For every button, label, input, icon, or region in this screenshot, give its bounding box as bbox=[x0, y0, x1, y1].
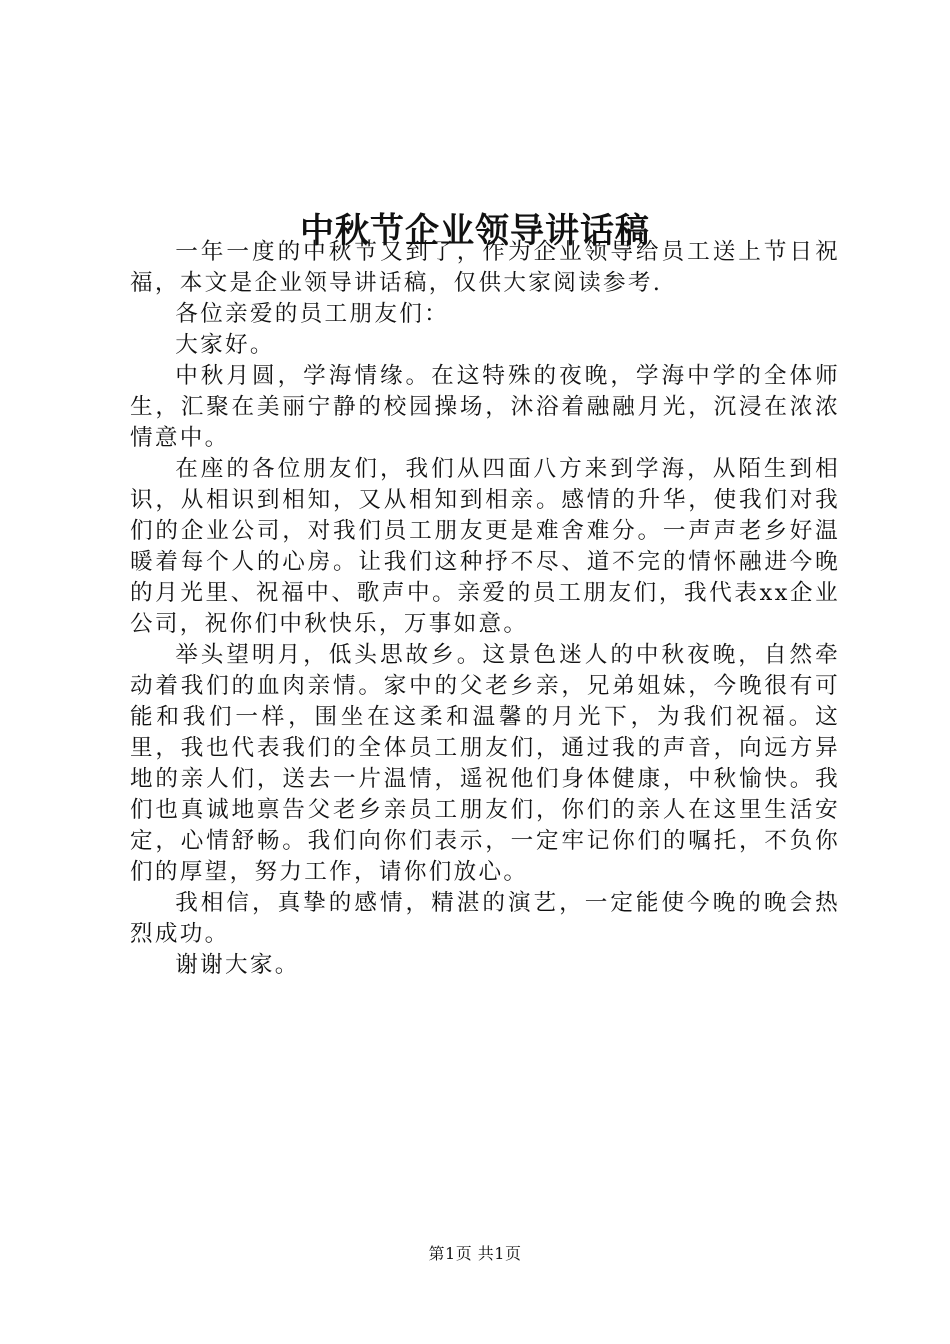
body-paragraph: 举头望明月，低头思故乡。这景色迷人的中秋夜晚，自然牵动着我们的血肉亲情。家中的父老乡亲，兄弟姐妹，今晚很有可能和我们一样，围坐在这柔和温馨的月光下，为我们祝福。这里，我也代表我们的全体员工朋友们，通过我的声音，向远方异地的亲人们，送去一片温情，遥祝他们身体健康，中秋愉快。我们也真诚地禀告父老乡亲员工朋友们，你们的亲人在这里生活安定，心情舒畅。我们向你们表示，一定牢记你们的嘱托，不负你们的厚望，努力工作，请你们放心。 bbox=[130, 642, 840, 885]
salutation-paragraph: 各位亲爱的员工朋友们： bbox=[175, 301, 450, 327]
thanks-paragraph: 谢谢大家。 bbox=[175, 952, 300, 978]
body-paragraph: 在座的各位朋友们，我们从四面八方来到学海，从陌生到相识，从相识到相知，又从相知到相亲。感情的升华，使我们对我们的企业公司，对我们员工朋友更是难舍难分。一声声老乡好温暖着每个人的心房。让我们这种抒不尽、道不完的情怀融进今晚的月光里、祝福中、歌声中。亲爱的员工朋友们，我代表xx企业公司，祝你们中秋快乐，万事如意。 bbox=[130, 456, 840, 637]
page-number-footer: 第1页 共1页 bbox=[428, 1244, 522, 1263]
intro-paragraph: 一年一度的中秋节又到了，作为企业领导给员工送上节日祝福，本文是企业领导讲话稿，仅供大家阅读参考. bbox=[130, 239, 840, 296]
document-body bbox=[130, 237, 840, 981]
body-paragraph: 中秋月圆，学海情缘。在这特殊的夜晚，学海中学的全体师生，汇聚在美丽宁静的校园操场，沐浴着融融月光，沉浸在浓浓情意中。 bbox=[130, 363, 840, 451]
greeting-paragraph: 大家好。 bbox=[175, 332, 275, 358]
closing-paragraph: 我相信，真挚的感情，精湛的演艺，一定能使今晚的晚会热烈成功。 bbox=[130, 890, 840, 947]
document-title: 中秋节企业领导讲话稿 bbox=[300, 210, 650, 251]
